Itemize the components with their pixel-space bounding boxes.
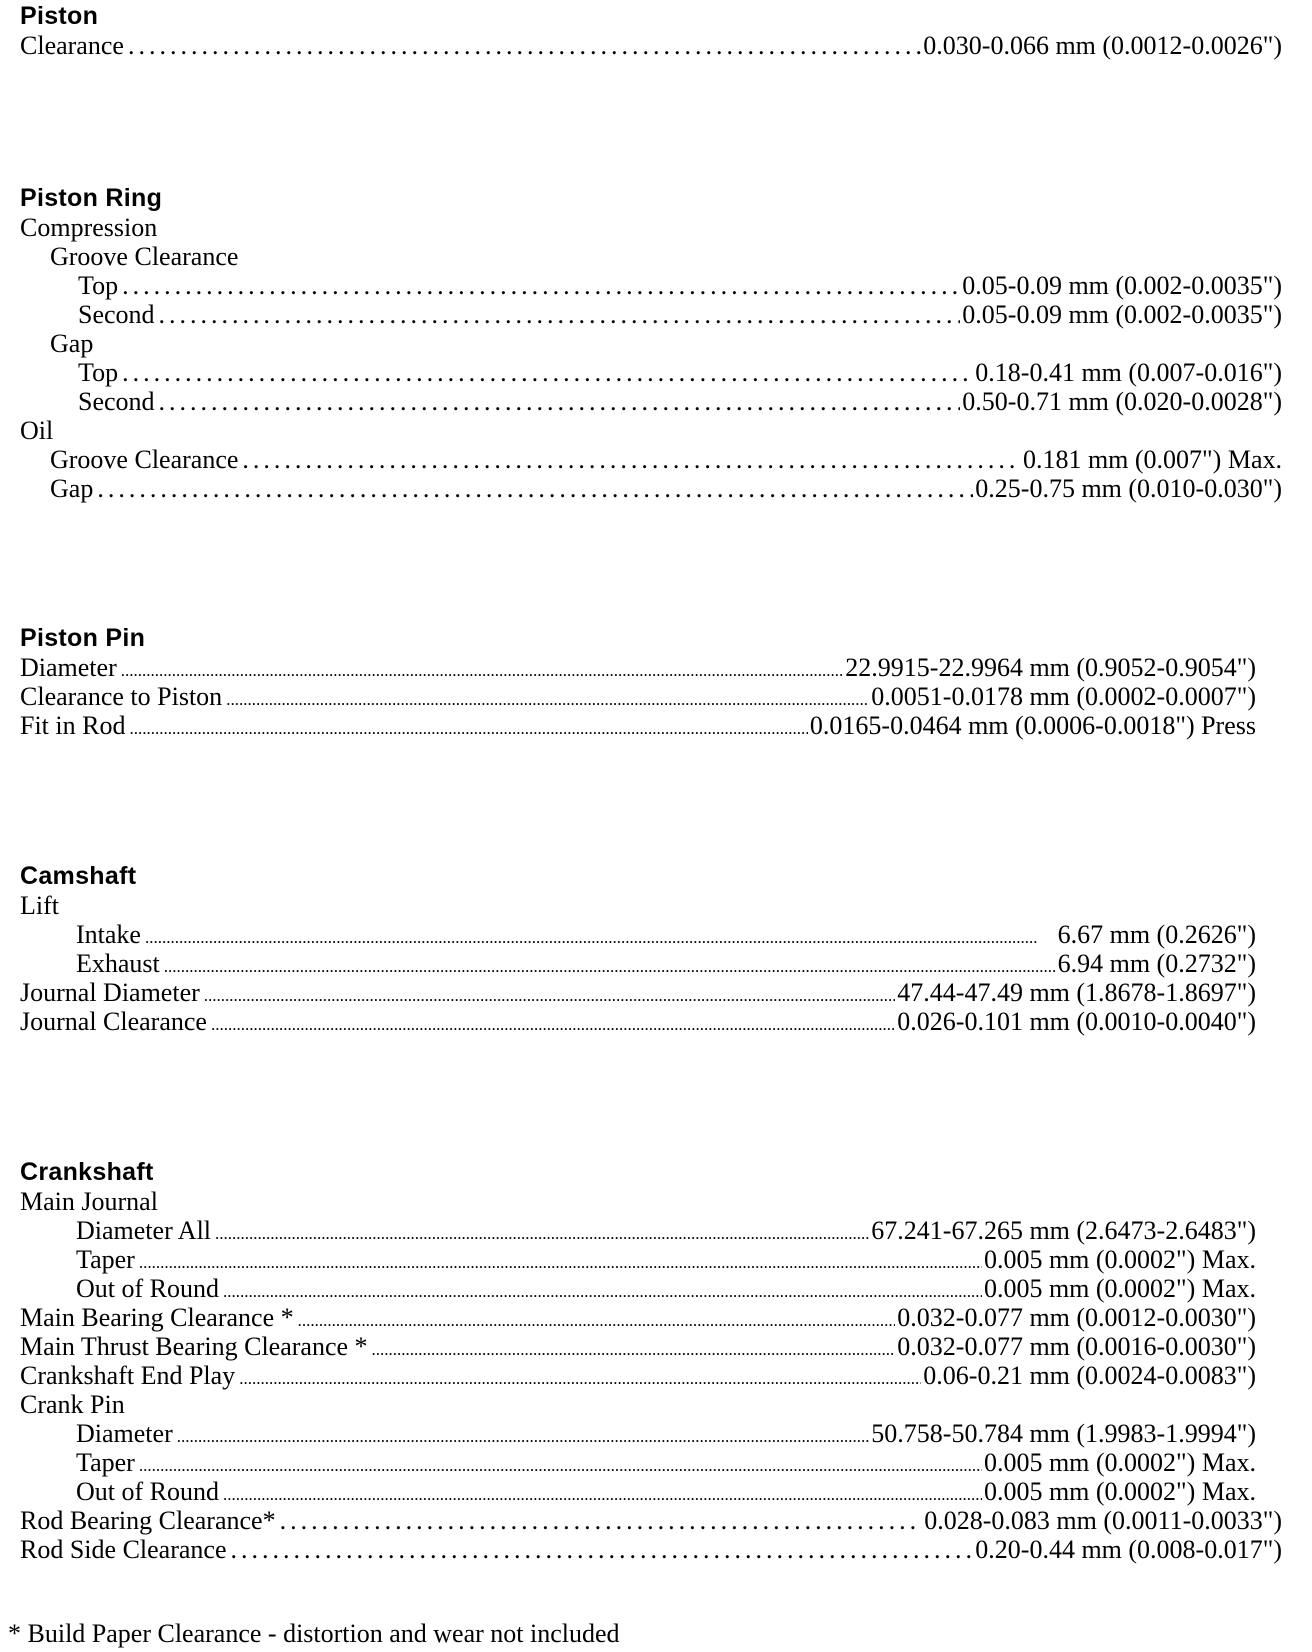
subheading-label: Crank Pin: [20, 1390, 125, 1419]
spec-row: [20, 1477, 1256, 1506]
leader-dots: [177, 1422, 870, 1448]
spec-row: [20, 1448, 1256, 1477]
spec-row: [20, 920, 1256, 949]
leader-dots: [122, 358, 973, 387]
leader-dots: [239, 1364, 921, 1390]
subheading-label: Gap: [50, 329, 94, 358]
spec-label: Rod Side Clearance: [20, 1535, 227, 1564]
spec-row: [20, 978, 1256, 1007]
spec-value: 67.241-67.265 mm (2.6473-2.6483"): [871, 1216, 1256, 1245]
leader-dots: [159, 387, 961, 416]
spec-label: Crankshaft End Play: [20, 1361, 236, 1390]
spec-row: [20, 358, 1282, 387]
spec-label: Journal Diameter: [20, 978, 200, 1007]
spec-label: Main Bearing Clearance *: [20, 1303, 294, 1332]
spec-label: Out of Round: [76, 1477, 219, 1506]
spec-value: 47.44-47.49 mm (1.8678-1.8697"): [897, 978, 1256, 1007]
footnote: * Build Paper Clearance - distortion and wear not included: [8, 1619, 620, 1648]
spec-value: 6.94 mm (0.2732"): [1057, 949, 1256, 978]
section-piston-ring: [20, 184, 1282, 503]
spec-value: 0.50-0.71 mm (0.020-0.0028"): [962, 387, 1282, 416]
spec-label: Gap: [50, 474, 94, 503]
leader-dots: [122, 271, 960, 300]
spec-row: [20, 711, 1256, 740]
spec-value: 0.20-0.44 mm (0.008-0.017"): [975, 1535, 1282, 1564]
spec-row: [20, 682, 1256, 711]
spec-label: Diameter All: [76, 1216, 212, 1245]
spec-row: [20, 1506, 1282, 1535]
spec-value: 0.005 mm (0.0002") Max.: [983, 1448, 1256, 1477]
spec-value: 50.758-50.784 mm (1.9983-1.9994"): [871, 1419, 1256, 1448]
spec-value: 22.9915-22.9964 mm (0.9052-0.9054"): [845, 653, 1256, 682]
subheading: [20, 213, 1282, 242]
leader-dots: [211, 1010, 895, 1036]
subheading: [20, 1390, 1256, 1419]
spec-label: Exhaust: [76, 949, 160, 978]
spec-row: [20, 445, 1282, 474]
spec-label: Intake: [76, 920, 141, 949]
spec-value: 0.25-0.75 mm (0.010-0.030"): [975, 474, 1282, 503]
spec-label: Top: [78, 271, 119, 300]
subheading-label: Compression: [20, 213, 158, 242]
section-camshaft: [20, 862, 1256, 1036]
spec-label: Main Thrust Bearing Clearance *: [20, 1332, 368, 1361]
leader-dots: [280, 1506, 923, 1535]
spec-row: [20, 1216, 1256, 1245]
leader-dots: [231, 1535, 974, 1564]
leader-dots: [145, 923, 1056, 949]
spec-label: Rod Bearing Clearance*: [20, 1506, 276, 1535]
leader-dots: [226, 685, 869, 711]
leader-dots: [129, 714, 807, 740]
subheading: [20, 242, 1282, 271]
leader-dots: [215, 1219, 869, 1245]
spec-row: [20, 1274, 1256, 1303]
spec-row: [20, 1361, 1256, 1390]
leader-dots: [242, 445, 1021, 474]
spec-value: 0.032-0.077 mm (0.0016-0.0030"): [897, 1332, 1256, 1361]
spec-row: [20, 474, 1282, 503]
spec-label: Taper: [76, 1245, 135, 1274]
spec-value: 0.0165-0.0464 mm (0.0006-0.0018") Press: [809, 711, 1256, 740]
spec-row: [20, 31, 1282, 60]
spec-value: 0.05-0.09 mm (0.002-0.0035"): [962, 300, 1282, 329]
spec-row: [20, 1303, 1256, 1332]
spec-value: 0.026-0.101 mm (0.0010-0.0040"): [897, 1007, 1256, 1036]
spec-label: Second: [78, 300, 155, 329]
leader-dots: [139, 1451, 982, 1477]
leader-dots: [164, 952, 1056, 978]
spec-value: 0.005 mm (0.0002") Max.: [983, 1274, 1256, 1303]
section-title: Camshaft: [20, 862, 137, 890]
spec-label: Out of Round: [76, 1274, 219, 1303]
spec-value: 0.028-0.083 mm (0.0011-0.0033"): [924, 1506, 1282, 1535]
leader-dots: [128, 31, 921, 60]
leader-dots: [121, 656, 844, 682]
subheading-label: Lift: [20, 891, 59, 920]
spec-row: [20, 1332, 1256, 1361]
leader-dots: [372, 1335, 896, 1361]
section-crankshaft: [20, 1158, 1282, 1564]
spec-row: [20, 387, 1282, 416]
spec-label: Top: [78, 358, 119, 387]
spec-value: 0.005 mm (0.0002") Max.: [983, 1477, 1256, 1506]
spec-value: 0.030-0.066 mm (0.0012-0.0026"): [923, 31, 1282, 60]
spec-label: Clearance to Piston: [20, 682, 223, 711]
spec-value: 6.67 mm (0.2626"): [1057, 920, 1256, 949]
subheading: [20, 416, 1282, 445]
section-piston: [20, 2, 1282, 60]
spec-row: [20, 271, 1282, 300]
subheading: [20, 329, 1282, 358]
spec-value: 0.032-0.077 mm (0.0012-0.0030"): [897, 1303, 1256, 1332]
subheading: [20, 891, 1256, 920]
spec-value: 0.0051-0.0178 mm (0.0002-0.0007"): [871, 682, 1256, 711]
spec-row: [20, 1245, 1256, 1274]
spec-value: 0.181 mm (0.007") Max.: [1022, 445, 1282, 474]
leader-dots: [159, 300, 961, 329]
spec-label: Clearance: [20, 31, 124, 60]
spec-row: [20, 300, 1282, 329]
section-title: Piston Pin: [20, 624, 146, 652]
subheading-label: Main Journal: [20, 1187, 158, 1216]
section-title: Piston: [20, 2, 99, 30]
section-piston-pin: [20, 624, 1256, 740]
subheading-label: Oil: [20, 416, 54, 445]
spec-row: [20, 1535, 1282, 1564]
leader-dots: [204, 981, 896, 1007]
spec-label: Fit in Rod: [20, 711, 126, 740]
section-title: Piston Ring: [20, 184, 163, 212]
leader-dots: [223, 1480, 982, 1506]
spec-value: 0.06-0.21 mm (0.0024-0.0083"): [923, 1361, 1256, 1390]
spec-value: 0.05-0.09 mm (0.002-0.0035"): [962, 271, 1282, 300]
spec-row: [20, 949, 1256, 978]
spec-label: Journal Clearance: [20, 1007, 207, 1036]
spec-label: Diameter: [76, 1419, 173, 1448]
spec-label: Groove Clearance: [50, 445, 239, 474]
spec-row: [20, 1419, 1256, 1448]
spec-value: 0.005 mm (0.0002") Max.: [983, 1245, 1256, 1274]
spec-value: 0.18-0.41 mm (0.007-0.016"): [975, 358, 1282, 387]
subheading: [20, 1187, 1256, 1216]
leader-dots: [223, 1277, 982, 1303]
spec-label: Diameter: [20, 653, 117, 682]
subheading-label: Groove Clearance: [50, 242, 239, 271]
section-title: Crankshaft: [20, 1158, 154, 1186]
spec-row: [20, 653, 1256, 682]
leader-dots: [139, 1248, 982, 1274]
spec-row: [20, 1007, 1256, 1036]
leader-dots: [97, 474, 973, 503]
leader-dots: [298, 1306, 896, 1332]
spec-label: Taper: [76, 1448, 135, 1477]
spec-label: Second: [78, 387, 155, 416]
